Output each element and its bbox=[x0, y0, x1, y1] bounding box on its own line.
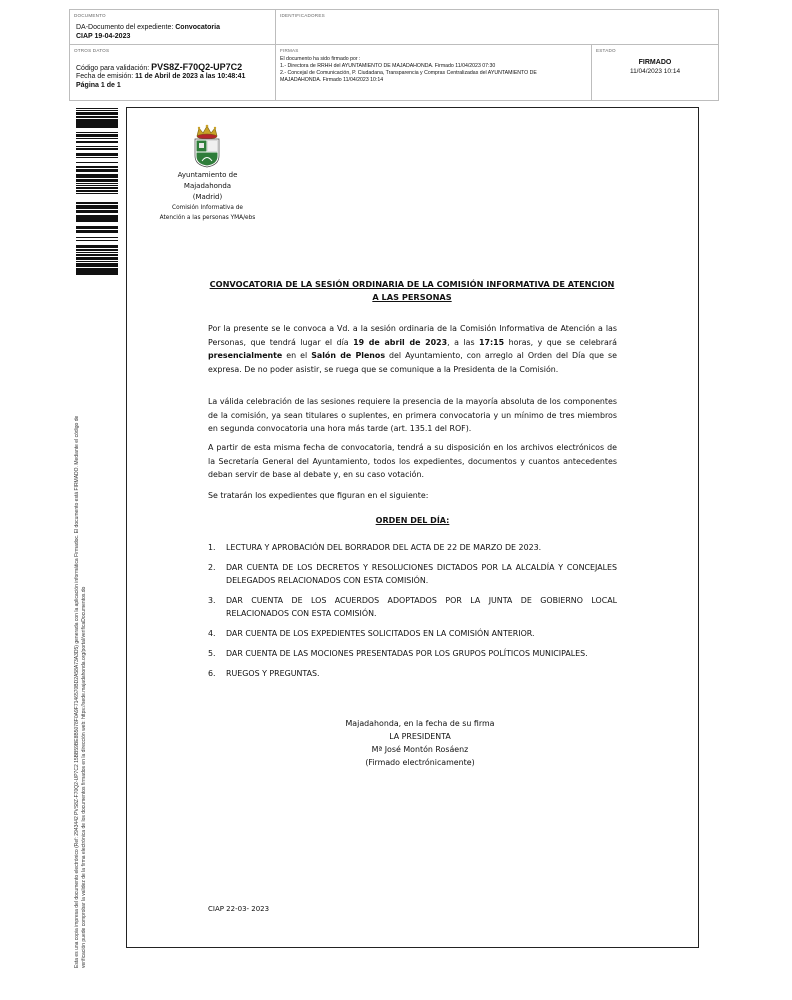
list-item: 5. DAR CUENTA DE LAS MOCIONES PRESENTADAS POR LOS GRUPOS POLÍTICOS MUNICIPALES. bbox=[208, 648, 588, 658]
side-text-line-2: verificación puede comprobar la validez de la firma electrónica de los documentos firmados en la dirección web: https://sede.majadahonda.org/portal/verificaDocumentos.do bbox=[81, 586, 87, 968]
firmas-line-3: 2.- Concejal de Comunicación, P. Ciudadana, Transparencia y Compras Centralizadas del AYUNTAMIENTO DE bbox=[280, 70, 537, 76]
signature-role: LA PRESIDENTA bbox=[389, 732, 451, 741]
org-name-line-1: Ayuntamiento de bbox=[177, 171, 238, 179]
firmas-line-4: MAJADAHONDA. Firmado 11/04/2023 10:14 bbox=[280, 77, 384, 83]
pagina-info: Página 1 de 1 bbox=[76, 82, 121, 89]
session-date: 19 de abril de 2023 bbox=[353, 337, 448, 347]
document-title: CONVOCATORIA DE LA SESIÓN ORDINARIA DE LA COMISIÓN INFORMATIVA DE ATENCION A LAS PERSONAS bbox=[209, 279, 615, 302]
signature-note: (Firmado electrónicamente) bbox=[365, 758, 475, 767]
org-dept-line-1: Comisión Informativa de bbox=[172, 205, 243, 211]
session-place: Salón de Plenos bbox=[311, 351, 386, 360]
paragraph-quorum: La válida celebración de las sesiones requiere la presencia de la mayoría absoluta de los componentes de la comisión, ya sean titulares o suplentes, en primera convocatoria y un mínimo de tres miembros en segunda convocatoria una hora más tarde (art. 135.1 del ROF). bbox=[208, 397, 617, 433]
organization-name bbox=[150, 170, 265, 223]
signature-place-date: Majadahonda, en la fecha de su firma bbox=[345, 719, 495, 728]
firmas-line-2: 1.- Directora de RRHH del AYUNTAMIENTO DE MAJADAHONDA. Firmado 11/04/2023 07:30 bbox=[280, 63, 496, 69]
paragraph-convocatoria: Por la presente se le convoca a Vd. a la sesión ordinaria de la Comisión Informativa de Atención a las Personas, que tendrá lugar el día 19 de abril de 2023, a las 17:15 horas, y que se celebrará presencialmente en el Salón de Plenos del Ayuntamiento, con arreglo al Orden del Día que se expresa. De no poder asistir, se ruega que se comunique a la Presidenta de la Comisión. bbox=[208, 324, 617, 374]
paragraph-intro-orden: Se tratarán los expedientes que figuran en el siguiente: bbox=[208, 491, 429, 500]
documento-line: DA-Documento del expediente: Convocatoria bbox=[76, 24, 220, 31]
verification-side-text bbox=[74, 298, 88, 968]
list-item: 4. DAR CUENTA DE LOS EXPEDIENTES SOLICITADOS EN LA COMISIÓN ANTERIOR. bbox=[208, 628, 535, 638]
orden-del-dia-list bbox=[208, 541, 617, 686]
otros-datos-label: OTROS DATOS bbox=[74, 48, 110, 53]
documento-ref: CIAP 19-04-2023 bbox=[76, 33, 131, 40]
list-item: 2. DAR CUENTA DE LOS DECRETOS Y RESOLUCIONES DICTADOS POR LA ALCALDÍA Y CONCEJALES DELEGADOS RELACIONADOS CON ESTA COMISIÓN. bbox=[208, 562, 617, 586]
identificadores-label: IDENTIFICADORES bbox=[280, 13, 325, 18]
paragraph-expedientes: A partir de esta misma fecha de convocatoria, tendrá a su disposición en los archivos electrónicos de la Secretaría General del Ayuntamiento, todos los expedientes, documentos y cuantos antecedentes deban servir de base al debate y, en su caso votación. bbox=[208, 443, 617, 479]
list-item: 3. DAR CUENTA DE LOS ACUERDOS ADOPTADOS POR LA JUNTA DE GOBIERNO LOCAL RELACIONADOS CON ESTA COMISIÓN. bbox=[208, 595, 617, 619]
list-item: 6. RUEGOS Y PREGUNTAS. bbox=[208, 668, 320, 678]
org-name-line-2: Majadahonda bbox=[183, 182, 232, 190]
firmas-line-1: El documento ha sido firmado por : bbox=[280, 56, 361, 62]
header-estado-cell bbox=[592, 45, 718, 100]
header-firmas-cell bbox=[276, 45, 592, 100]
footer-reference: CIAP 22-03- 2023 bbox=[208, 905, 270, 913]
orden-del-dia-title: ORDEN DEL DÍA: bbox=[375, 516, 450, 525]
signature-block bbox=[300, 717, 540, 769]
barcode-icon bbox=[76, 108, 118, 276]
coat-of-arms-icon bbox=[190, 124, 224, 168]
header-otros-datos-cell bbox=[70, 45, 276, 100]
codigo-validacion: Código para validación: PVS8Z-F70Q2-UP7C2 bbox=[76, 62, 243, 72]
page-frame bbox=[126, 107, 699, 948]
org-dept-line-2: Atención a las personas YMA/ebs bbox=[159, 215, 256, 221]
estado-date: 11/04/2023 10:14 bbox=[629, 68, 681, 75]
document-header bbox=[69, 9, 719, 101]
org-name-line-3: (Madrid) bbox=[192, 193, 223, 201]
documento-label: DOCUMENTO bbox=[74, 13, 106, 18]
firmas-label: FIRMAS bbox=[280, 48, 299, 53]
session-mode: presencialmente bbox=[208, 351, 283, 360]
header-identificadores-cell bbox=[276, 10, 718, 45]
estado-label: ESTADO bbox=[596, 48, 616, 53]
signature-name: Mª José Montón Rosáenz bbox=[371, 745, 469, 754]
session-time: 17:15 bbox=[479, 337, 505, 347]
fecha-emision: Fecha de emisión: 11 de Abril de 2023 a las 10:48:41 bbox=[76, 73, 246, 80]
side-text-line-1: Esta es una copia impresa del documento electrónico (Ref: 2943442 PVS8Z-F70Q2-UP7C2 15BB59BE8B5078F0A9F7146570BD2A58A73A3D5) generada con la aplicación informática Firmadoc. El documento está FIRMADO. Mediante el código de bbox=[74, 415, 80, 968]
list-item: 1. LECTURA Y APROBACIÓN DEL BORRADOR DEL ACTA DE 22 DE MARZO DE 2023. bbox=[208, 543, 542, 552]
header-documento-cell bbox=[70, 10, 276, 45]
estado-value: FIRMADO bbox=[638, 59, 672, 66]
